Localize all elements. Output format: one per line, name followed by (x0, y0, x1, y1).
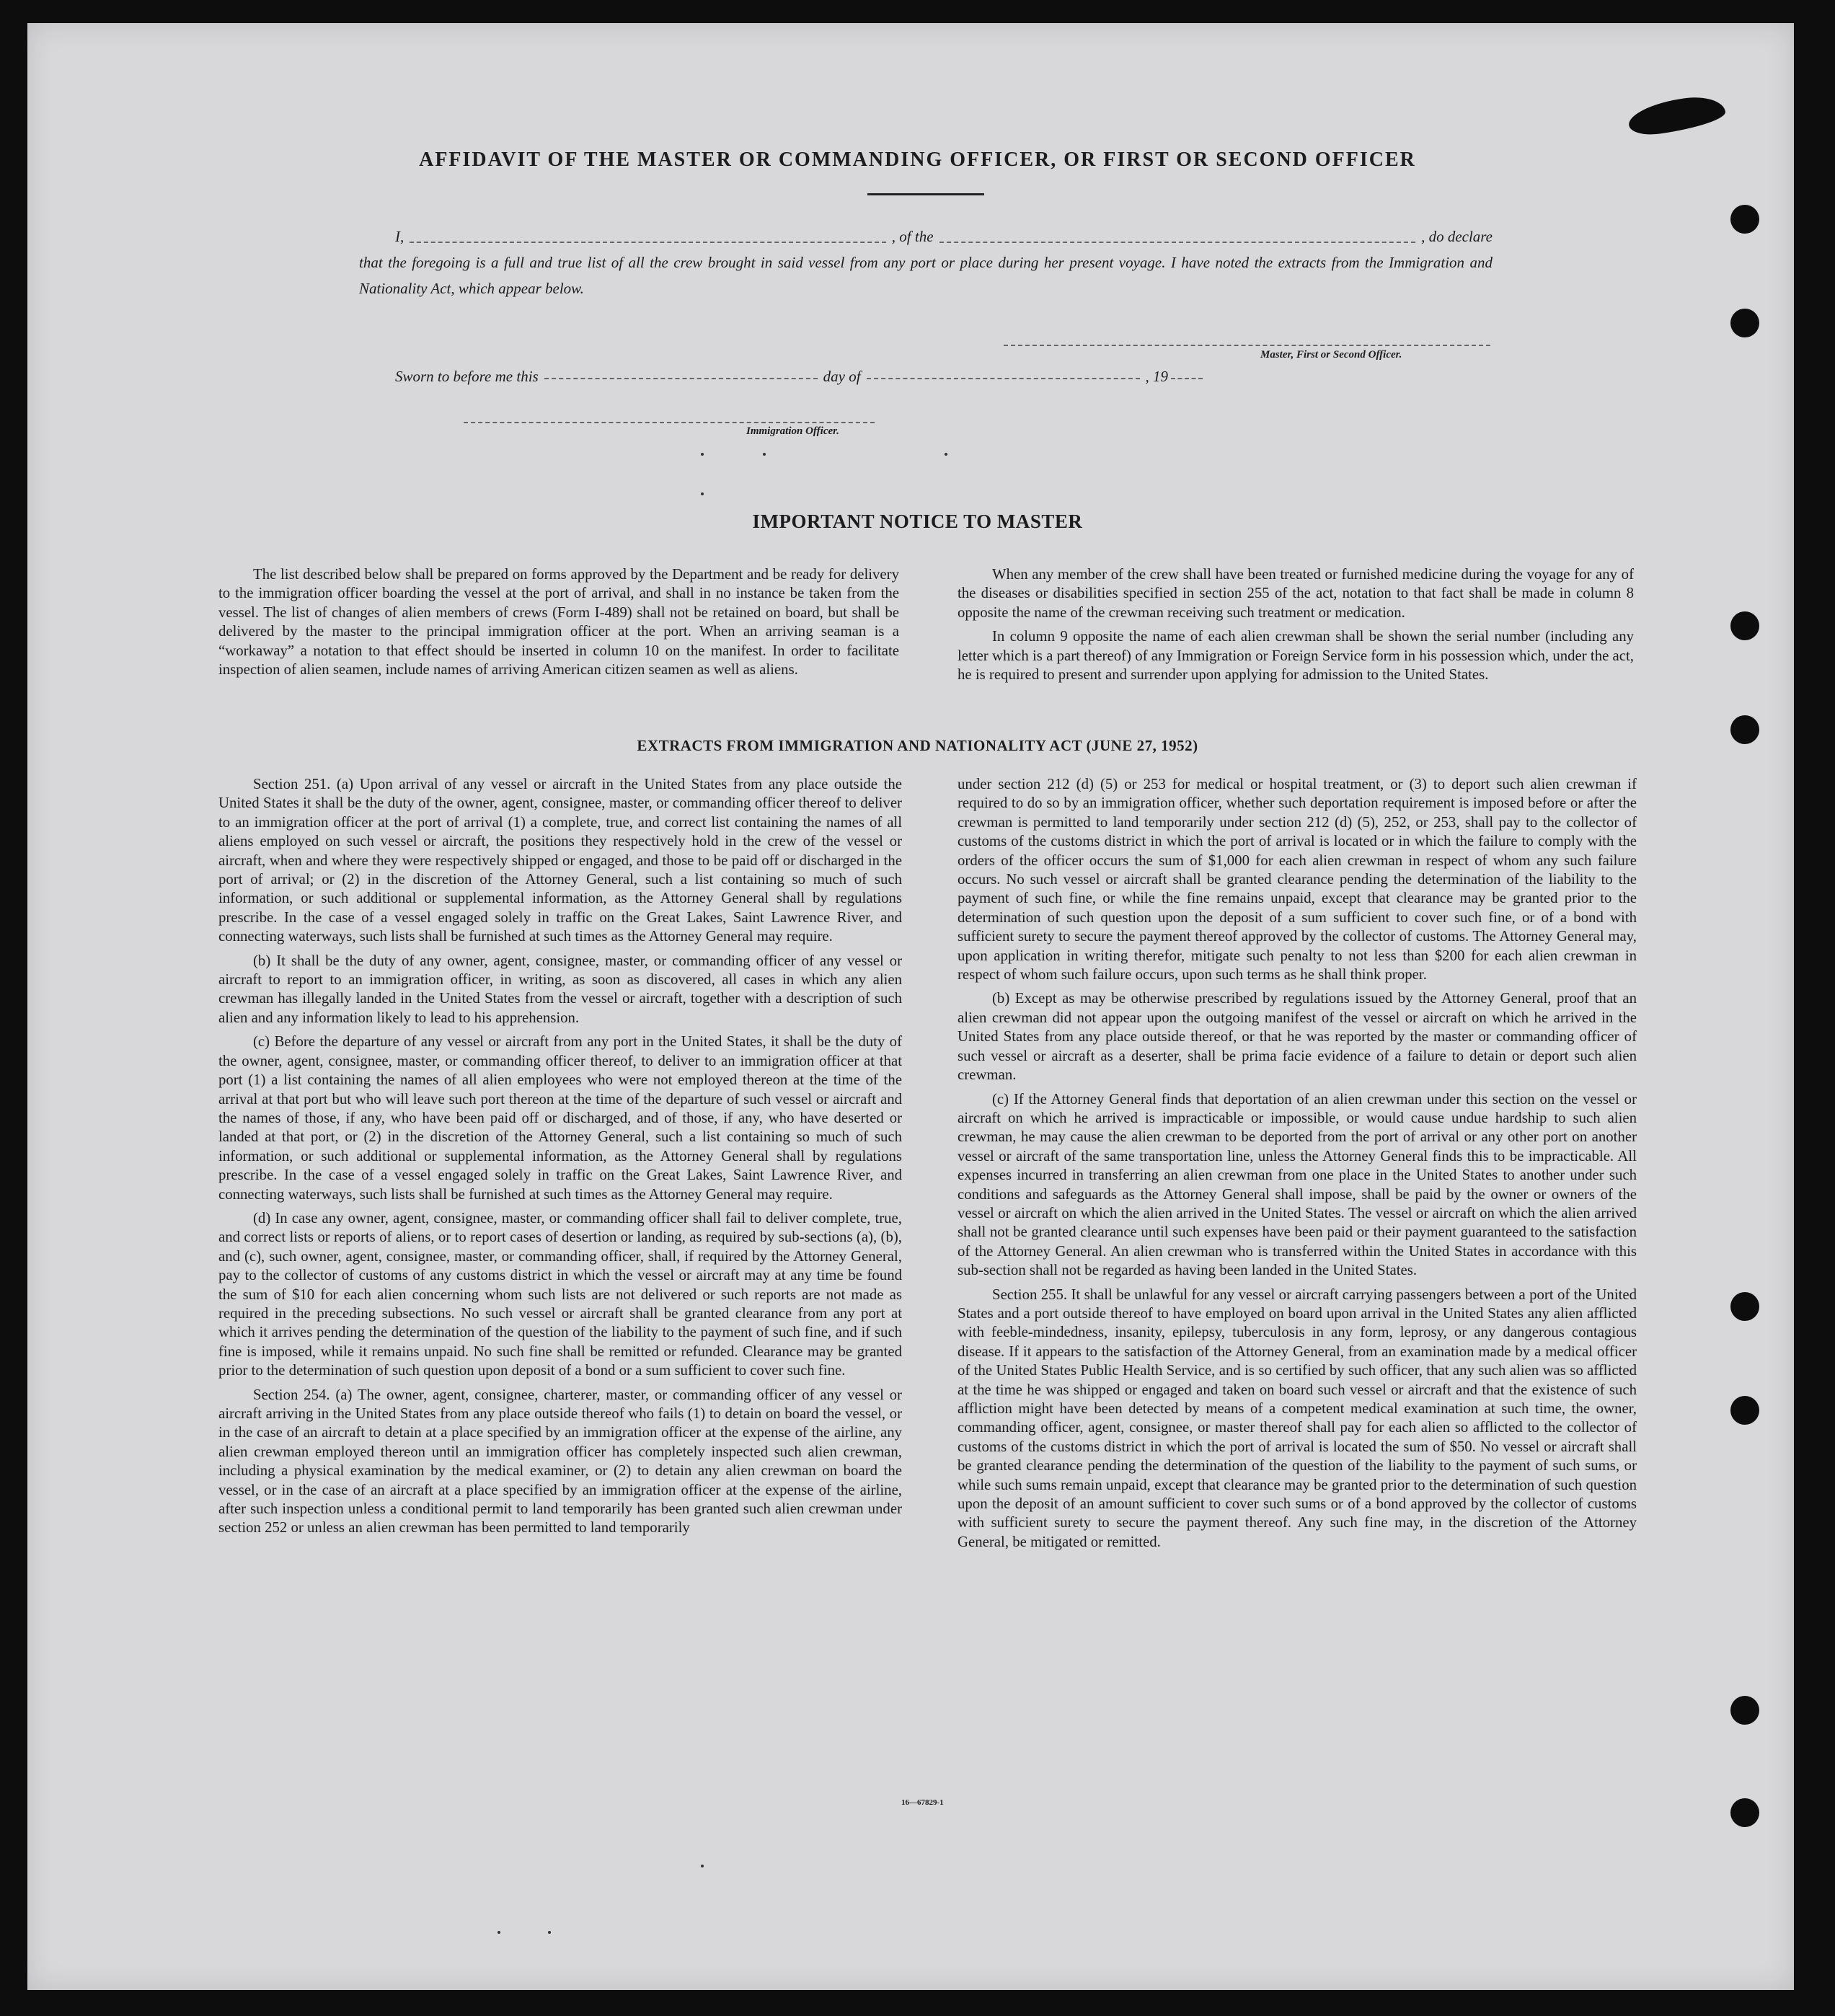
decl-of-the: , of the (891, 228, 934, 245)
notice-paragraph: The list described below shall be prepared on forms approved by the Department and be ready for delivery to the immigration officer boarding the vessel at the port of arrival, and shall in no instance be taken from the vessel. The list of changes of alien members of crews (Form I-489) shall not be retained on board, but shall be delivered by the master to the principal immigration officer at the port. When an arriving seaman is a “workaway” a notation to that effect should be inserted in column 10 on the manifest. In order to facilitate inspection of alien seamen, include names of arriving American citizen seamen as well as aliens. (218, 566, 899, 678)
vessel-blank[interactable] (939, 242, 1416, 243)
section-paragraph: (d) In case any owner, agent, consignee, master, or commanding officer shall fail to deliver complete, true, and correct lists or reports of aliens, or to report cases of desertion or landing, as required by sub-sections (a), (b), and (c), such owner, agent, consignee, master, or commanding officer, shall, if required by the Attorney General, pay to the collector of customs of any customs district in which the vessel or aircraft may at any time be found the sum of $10 for each alien concerning whom such lists are not delivered or such reports are not made as required in the preceding subsections. No such vessel or aircraft shall be granted clearance from any port at which it arrives pending the determination of the question of the liability to the payment of such fine, and if such fine is imposed, while it remains unpaid. No such fine shall be remitted or refunded. Clearance may be granted prior to the determination of such question upon deposit of a bond or a sum sufficient to cover such fine. (218, 1209, 902, 1379)
notice-left-column (218, 565, 899, 684)
section-paragraph: under section 212 (d) (5) or 253 for medical or hospital treatment, or (3) to deport such alien crewman if required to do so by an immigration officer, whether such deportation requirement is imposed before or after the crewman is permitted to land temporarily under section 212 (d) (5), 252, or 253, shall pay to the collector of customs of the customs district in which the port of arrival is located or in which the failure to comply with the orders of the officer occurs the sum of $1,000 for each alien crewman in respect of whom any such failure occurs. No such vessel or aircraft shall be granted clearance pending the determination of the liability to the payment of such fine, or while the fine remains unpaid, except that clearance may be granted prior to the determination of such question upon the deposit of a sum sufficient to cover such fine, or of a bond with sufficient surety to secure the payment thereof approved by the collector of customs. The Attorney General may, upon application in writing therefor, mitigate such penalty to not less than $200 for each alien crewman in respect of whom such failure occurs, upon such terms as he shall think proper. (958, 776, 1637, 983)
dust-speck (498, 1931, 500, 1934)
immigration-officer-label: Immigration Officer. (746, 425, 839, 437)
dust-speck (548, 1931, 551, 1934)
name-blank[interactable] (410, 242, 886, 243)
punch-hole (1730, 309, 1759, 337)
punch-hole (1730, 1292, 1759, 1321)
notice-paragraph: In column 9 opposite the name of each alien crewman shall be shown the serial number (including any letter which is a part thereof) of any Immigration or Foreign Service form in his possession which, under the act, he is required to present and surrender upon applying for admission to the United States. (958, 628, 1634, 684)
section-paragraph: Section 251. (a) Upon arrival of any vessel or aircraft in the United States from any place outside the United States it shall be the duty of the owner, agent, consignee, master, or commanding officer thereof to deliver to an immigration officer at the port of arrival (1) a complete, true, and correct list containing the names of all aliens employed on such vessel or aircraft, the positions they respectively hold in the crew of the vessel or aircraft, when and where they were respectively shipped or engaged, and those to be paid off or discharged in the port of arrival; or (2) in the discretion of the Attorney General, such a list containing so much of such information, or such additional or supplemental information, as the Attorney General shall by regulations prescribe. In the case of a vessel engaged solely in traffic on the Great Lakes, Saint Lawrence River, and connecting waterways, such lists shall be furnished at such times as the Attorney General may require. (218, 776, 902, 945)
section-paragraph: (c) Before the departure of any vessel or aircraft from any port in the United States, it shall be the duty of the owner, agent, consignee, master, or commanding officer thereof, to deliver to an immigration officer at that port (1) a list containing the names of all alien employees who were not employed thereon at the time of the arrival at that port but who will leave such port thereon at the time of the departure of such vessel or aircraft and the names of those, if any, who have been paid off or discharged, and of those, if any, who have deserted or landed at that port, or (2) in the discretion of the Attorney General, such a list containing so much of such information, or such additional or supplemental information, as the Attorney General shall by regulations prescribe. In the case of a vessel engaged solely in traffic on the Great Lakes, Saint Lawrence River, and connecting waterways, such lists shall be furnished at such times as the Attorney General may require. (218, 1033, 902, 1203)
dust-speck (763, 453, 766, 456)
decl-do-declare: , do declare (1421, 228, 1493, 245)
sworn-date-blank[interactable] (544, 378, 818, 379)
title-rule (867, 193, 984, 195)
declaration (359, 224, 1493, 301)
punch-hole (1730, 1396, 1759, 1425)
declaration-text: that the foregoing is a full and true list of all the crew brought in said vessel from any port or place during her present voyage. I have noted the extracts from the Immigration and Nationality Act, which appear below. (359, 254, 1493, 297)
section-paragraph: Section 255. It shall be unlawful for any vessel or aircraft carrying passengers between a port of the United States and a port outside thereof to have employed on board upon arrival in the United States any alien afflicted with feeble-mindedness, insanity, epilepsy, tuberculosis in any form, leprosy, or any dangerous contagious disease. If it appears to the satisfaction of the Attorney General, from an examination made by a medical officer of the United States Public Health Service, and is so certified by such officer, that any such alien was so afflicted at the time he was shipped or engaged and taken on board such vessel or aircraft and that the existence of such affliction might have been detected by means of a competent medical examination at such time, the owner, commanding officer, agent, consignee, or master thereof shall pay for each alien so afflicted to the collector of customs of the customs district in which the port of arrival is located the sum of $50. No vessel or aircraft shall be granted clearance pending the determination of the question of the liability to the payment of such sums, or while such sums remain unpaid, except that clearance may be granted prior to the determination of such question upon the deposit of an amount sufficient to cover such sums or of a bond approved by the collector of customs with sufficient surety to secure the payment thereof. Any such fine may, in the discretion of the Attorney General, be mitigated or remitted. (958, 1286, 1637, 1550)
punch-hole (1730, 1696, 1759, 1725)
dust-speck (945, 453, 947, 456)
month-blank[interactable] (867, 378, 1140, 379)
master-signature-label: Master, First or Second Officer. (1260, 349, 1402, 361)
section-paragraph: Section 254. (a) The owner, agent, consignee, charterer, master, or commanding officer of any vessel or aircraft arriving in the United States from any place outside thereof who fails (1) to detain on board the vessel, or in the case of an aircraft to detain at a place specified by an immigration officer at the expense of the airline, any alien crewman employed thereon until an immigration officer has completely inspected such alien crewman, including a physical examination by the medical examiner, or (2) to detain any alien crewman on board the vessel, or in the case of an aircraft at a place specified by an immigration officer at the expense of the airline, after such inspection unless a conditional permit to land temporarily has been granted such alien crewman under section 252 or unless an alien crewman has been permitted to land temporarily (218, 1386, 902, 1537)
section-paragraph: (b) It shall be the duty of any owner, agent, consignee, master, or commanding officer of any vessel or aircraft to report to an immigration officer, in writing, as soon as discovered, all cases in which any alien crewman has illegally landed in the United States from the vessel or aircraft, together with a description of such alien and any information likely to lead to his apprehension. (218, 952, 902, 1026)
declaration-first-line (359, 224, 1493, 249)
sworn-text: Sworn to before me this (395, 368, 539, 385)
extracts-right-column (958, 775, 1637, 1557)
year-prefix: , 19 (1145, 368, 1168, 385)
punch-hole (1730, 205, 1759, 234)
dust-speck (701, 492, 704, 495)
sworn-line (395, 368, 1203, 386)
punch-hole (1730, 1798, 1759, 1827)
section-paragraph: (c) If the Attorney General finds that deportation of an alien crewman under this section on the vessel or aircraft on which he arrived is impracticable or impossible, or would cause undue hardship to such alien crewman, he may cause the alien crewman to be deported from the port of arrival or any other port on another vessel or aircraft of the same transportation line, unless the Attorney General finds this to be impracticable. All expenses incurred in transferring an alien crewman from one place in the United States to another under such conditions and safeguards as the Attorney General shall impose, shall be paid by the owner or owners of the vessel or aircraft on which the alien arrived in the United States. The vessel or aircraft on which the alien arrived shall not be granted clearance until such expenses have been paid or their payment guaranteed to the satisfaction of the Attorney General. An alien crewman who is transferred within the United States in accordance with this sub-section shall not be regarded as having been landed in the United States. (958, 1090, 1637, 1279)
dust-speck (701, 453, 704, 456)
dust-speck (701, 1865, 704, 1867)
year-blank[interactable] (1171, 378, 1203, 379)
section-paragraph: (b) Except as may be otherwise prescribed by regulations issued by the Attorney General, proof that an alien crewman did not appear upon the outgoing manifest of the vessel or aircraft on which he arrived in the United States from any place outside thereof, or that he was reported by the master or commanding officer of such vessel or aircraft as a deserter, shall be prima facie evidence of a failure to detain or deport such alien crewman. (958, 990, 1637, 1084)
immigration-officer-signature-line[interactable] (464, 422, 875, 423)
notice-paragraph: When any member of the crew shall have been treated or furnished medicine during the voyage for any of the diseases or disabilities specified in section 255 of the act, notation to that fact shall be made in column 8 opposite the name of the crewman receiving such treatment or medication. (958, 566, 1634, 621)
extracts-title: EXTRACTS FROM IMMIGRATION AND NATIONALITY ACT (JUNE 27, 1952) (637, 737, 1198, 754)
notice-title: IMPORTANT NOTICE TO MASTER (752, 510, 1083, 532)
extracts-left-column (218, 775, 902, 1543)
master-signature-line[interactable] (1004, 345, 1490, 346)
punch-hole (1730, 611, 1759, 640)
notice-right-column (958, 565, 1634, 689)
affidavit-title: AFFIDAVIT OF THE MASTER OR COMMANDING OFFICER, OR FIRST OR SECOND OFFICER (419, 149, 1416, 171)
day-of-text: day of (823, 368, 861, 385)
form-number: 16—67829-1 (901, 1798, 944, 1807)
decl-i: I, (395, 228, 404, 245)
